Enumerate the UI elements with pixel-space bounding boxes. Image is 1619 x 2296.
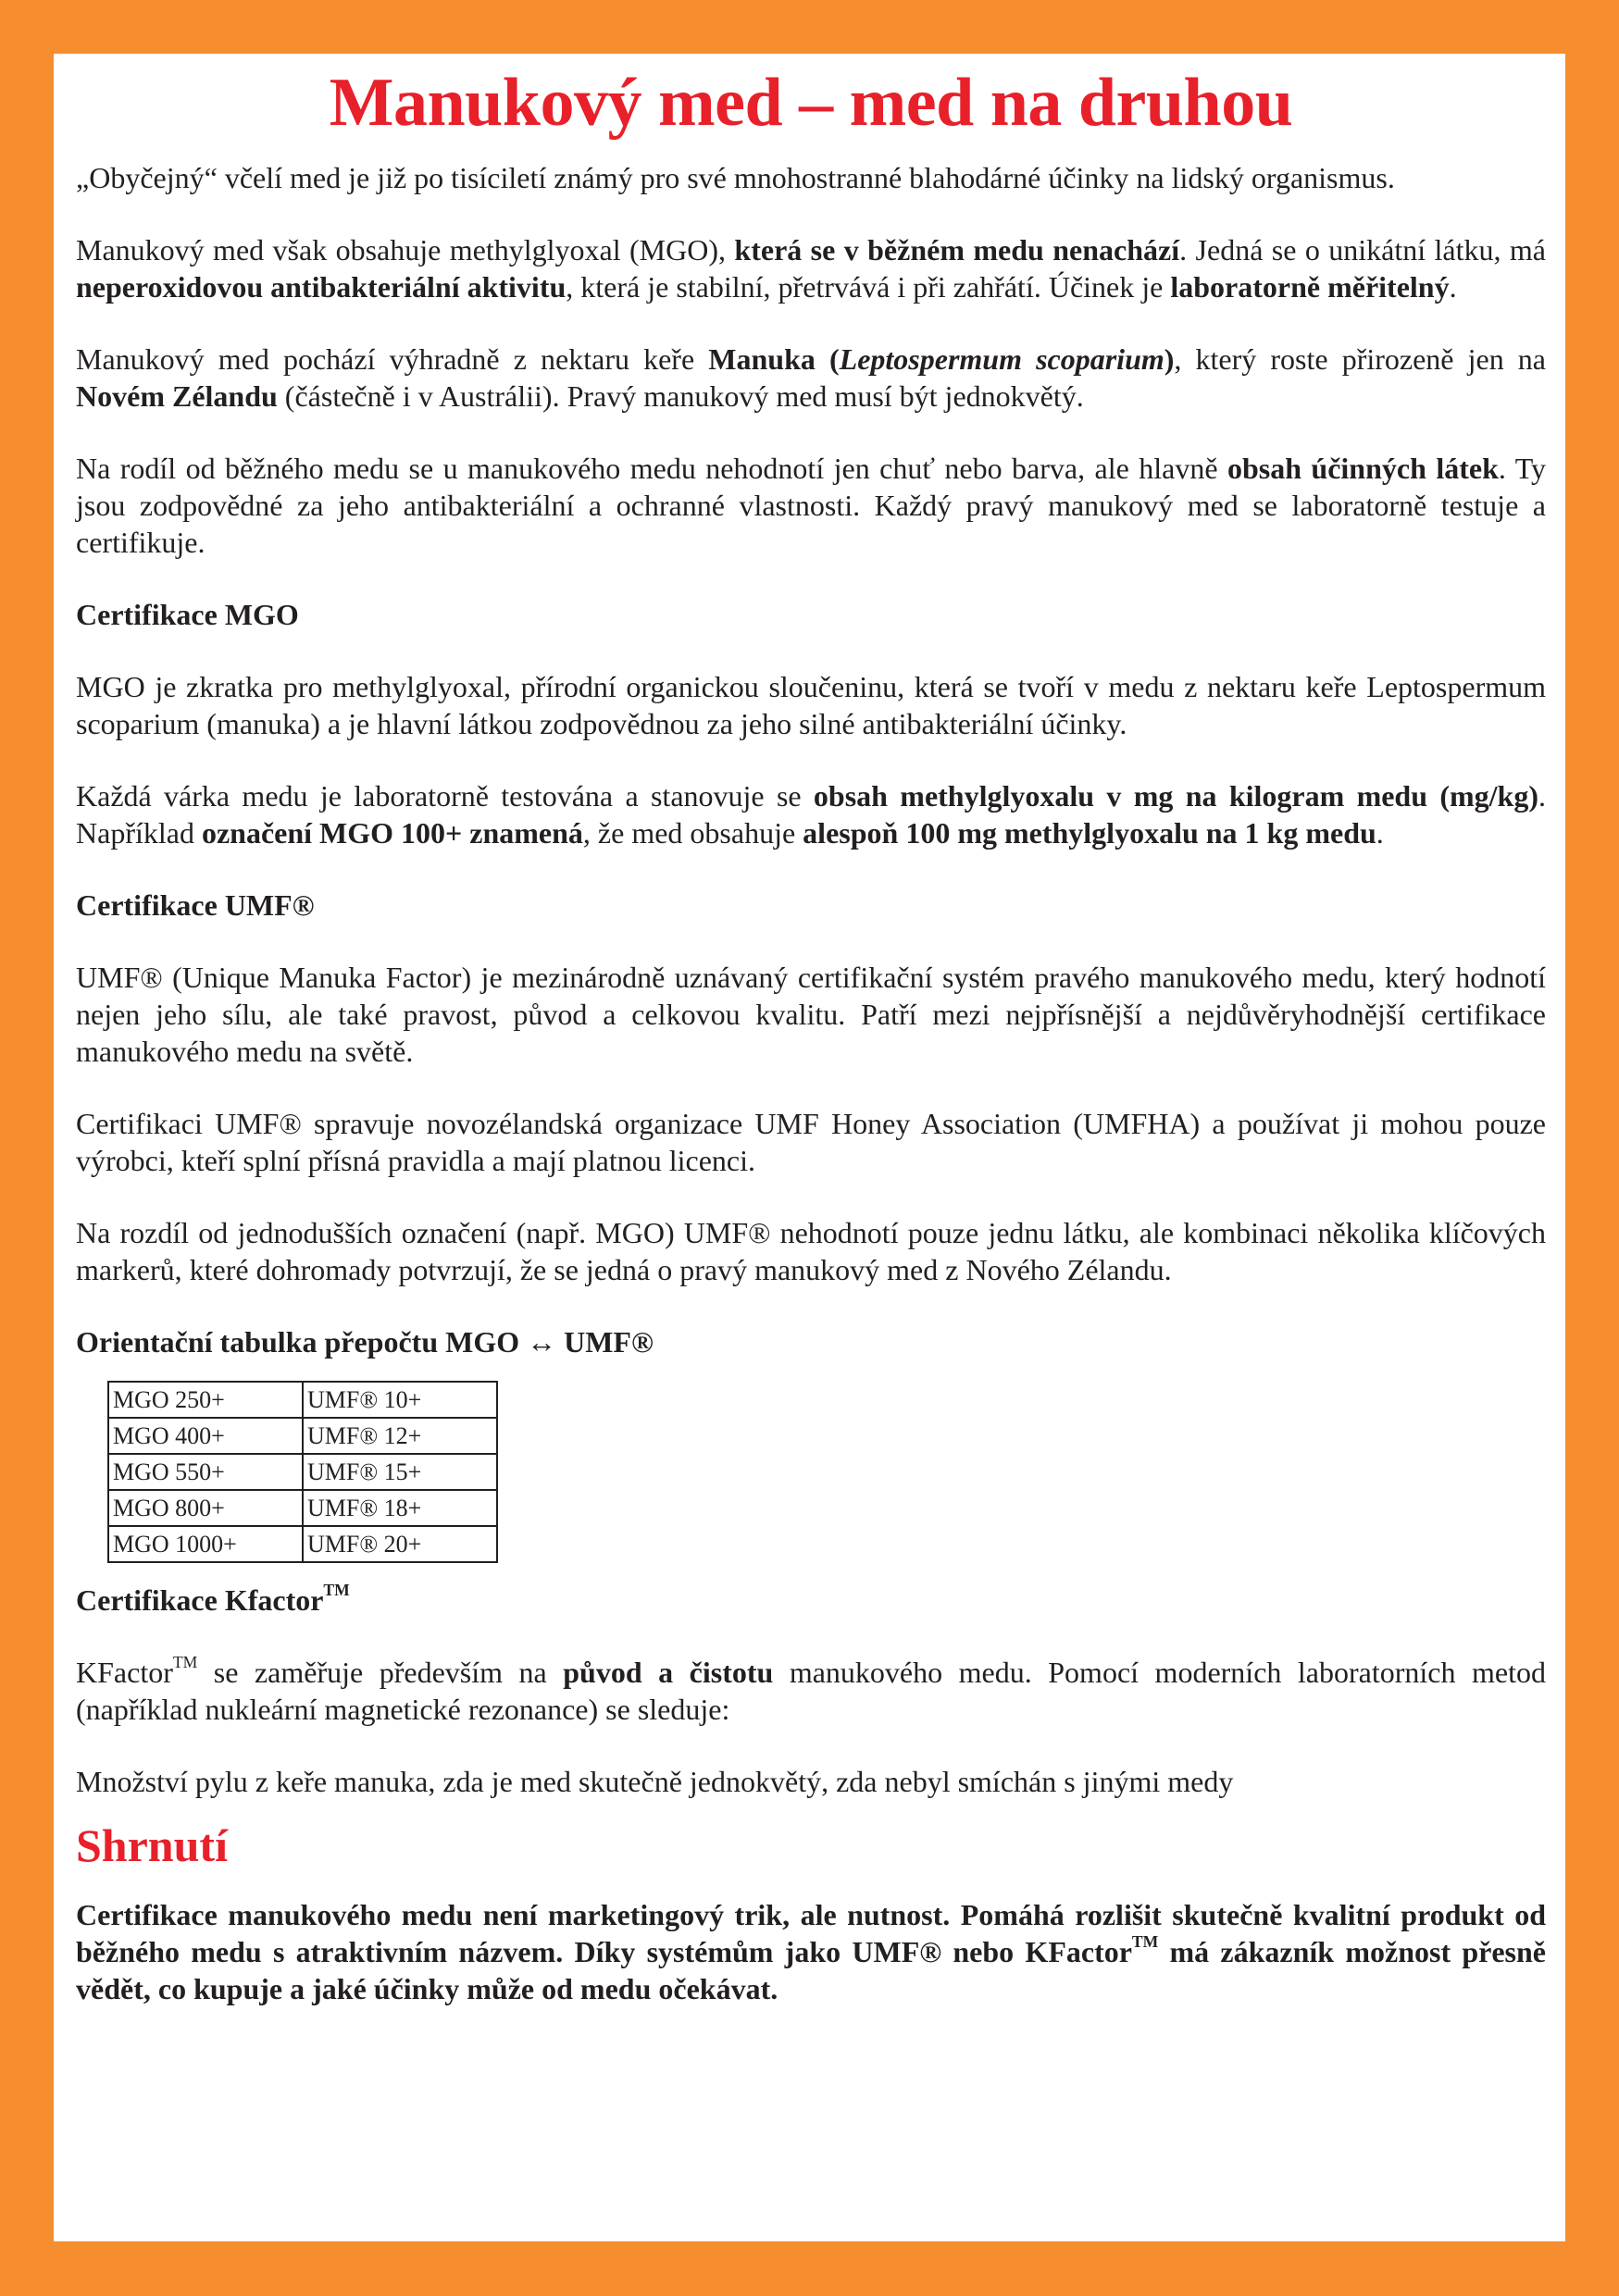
umf-paragraph-2: Certifikaci UMF® spravuje novozélandská organizace UMF Honey Association (UMFHA) a používat ji mohou pouze výrobci, kteří splní přísná pravidla a mají platnou licenci. xyxy=(76,1107,1546,1177)
bold-run: Novém Zélandu xyxy=(76,379,278,413)
text-run: má zákazník možnost přesně vědět, co kupuje a jaké účinky může od medu očekávat. xyxy=(76,1935,1546,2005)
text-run: . Například xyxy=(76,779,1547,850)
trademark-mark: TM xyxy=(323,1581,350,1600)
text-run: Manukový med pochází výhradně z nektaru keře xyxy=(76,342,709,376)
bold-run: původ a čistotu xyxy=(563,1656,774,1689)
mgo-umf-conversion-table xyxy=(107,1381,498,1563)
text-run: . Jedná se o unikátní látku, má xyxy=(1179,233,1547,267)
text-run: . Ty jsou zodpovědné za jeho antibakteriální a ochranné vlastnosti. Každý pravý manukový med se laboratorně testuje a certifikuje. xyxy=(76,452,1547,559)
bold-run: označení MGO 100+ znamená xyxy=(201,816,583,850)
summary-section xyxy=(76,1819,1546,2007)
intro-paragraph-4 xyxy=(76,450,1546,561)
kfactor-paragraph-1 xyxy=(76,1654,1546,1728)
bold-run: která se v běžném medu nenachází xyxy=(734,233,1180,267)
trademark-mark: TM xyxy=(1131,1932,1159,1952)
text-run: (částečně i v Austrálii). Pravý manukový med musí být jednokvětý. xyxy=(277,379,1084,413)
mgo-cell: MGO 800+ xyxy=(108,1490,303,1526)
text-run: , který roste přirozeně jen na xyxy=(1174,342,1547,376)
mgo-cell: MGO 550+ xyxy=(108,1454,303,1490)
umf-cell: UMF® 18+ xyxy=(303,1490,497,1526)
table-row xyxy=(108,1490,497,1526)
bold-run: laboratorně měřitelný xyxy=(1170,270,1450,304)
text-run: KFactor xyxy=(76,1656,173,1689)
bold-run: obsah účinných látek xyxy=(1227,452,1499,485)
document-content xyxy=(76,54,1546,2007)
table-row xyxy=(108,1382,497,1418)
mgo-cell: MGO 1000+ xyxy=(108,1526,303,1562)
umf-paragraph-3: Na rozdíl od jednodušších označení (např. MGO) UMF® nehodnotí pouze jednu látku, ale kombinaci několika klíčových markerů, které dohromady potvrzují, že se jedná o pravý manukový med z Nového Zélandu. xyxy=(76,1216,1546,1286)
mgo-paragraph-1: MGO je zkratka pro methylglyoxal, přírodní organickou sloučeninu, která se tvoří v medu z nektaru keře Leptospermum scoparium (manuka) a je hlavní látkou zodpovědnou za jeho silné antibakteriální účinky. xyxy=(76,670,1546,740)
intro-paragraph-3 xyxy=(76,341,1546,415)
kfactor-heading xyxy=(76,1582,1546,1619)
text-run: Certifikace manukového medu není marketingový trik, ale nutnost. Pomáhá rozlišit skutečně kvalitní produkt od běžného medu s atraktivním názvem. Díky systémům jako UMF® nebo KFactor xyxy=(76,1898,1546,1968)
table-row xyxy=(108,1526,497,1562)
text-run: Na rodíl od běžného medu se u manukového medu nehodnotí jen chuť nebo barva, ale hlavně xyxy=(76,452,1227,485)
umf-cell: UMF® 20+ xyxy=(303,1526,497,1562)
text-run: se zaměřuje především na xyxy=(197,1656,564,1689)
text-run: , že med obsahuje xyxy=(582,816,803,850)
bold-run: alespoň 100 mg methylglyoxalu na 1 kg medu xyxy=(803,816,1376,850)
mgo-paragraph-2 xyxy=(76,777,1546,851)
page-title: Manukový med – med na druhou xyxy=(329,65,1293,141)
latin-name: Leptospermum scoparium xyxy=(839,342,1164,376)
text-run: manukového medu. Pomocí moderních laboratorních metod (například nukleární magnetické rezonance) se sleduje: xyxy=(76,1656,1546,1726)
page-panel xyxy=(54,54,1565,2241)
umf-heading: Certifikace UMF® xyxy=(76,888,315,922)
intro-paragraph-2 xyxy=(76,231,1546,305)
table-row xyxy=(108,1418,497,1454)
trademark-mark: TM xyxy=(172,1653,198,1672)
umf-paragraph-1: UMF® (Unique Manuka Factor) je mezinárodně uznávaný certifikační systém pravého manukového medu, který hodnotí nejen jeho sílu, ale také pravost, původ a celkovou kvalitu. Patří mezi nejpřísnější a nejdůvěryhodnější certifikace manukového medu na světě. xyxy=(76,961,1546,1068)
heading-text: Certifikace Kfactor xyxy=(76,1583,324,1617)
summary-paragraph xyxy=(76,1896,1546,2007)
umf-cell: UMF® 12+ xyxy=(303,1418,497,1454)
conversion-table-heading: Orientační tabulka přepočtu MGO ↔ UMF® xyxy=(76,1325,654,1359)
table-row xyxy=(108,1454,497,1490)
mgo-cell: MGO 400+ xyxy=(108,1418,303,1454)
mgo-heading: Certifikace MGO xyxy=(76,598,299,631)
text-run: . xyxy=(1449,270,1457,304)
kfactor-paragraph-2: Množství pylu z keře manuka, zda je med skutečně jednokvětý, zda nebyl smíchán s jinými medy xyxy=(76,1765,1234,1798)
text-run: . xyxy=(1376,816,1384,850)
summary-heading: Shrnutí xyxy=(76,1819,228,1871)
text-run: , která je stabilní, přetrvává i při zahřátí. Účinek je xyxy=(566,270,1171,304)
intro-paragraph-1: „Obyčejný“ včelí med je již po tisíciletí známý pro své mnohostranné blahodárné účinky na lidský organismus. xyxy=(76,161,1395,194)
mgo-cell: MGO 250+ xyxy=(108,1382,303,1418)
umf-cell: UMF® 15+ xyxy=(303,1454,497,1490)
text-run: Manukový med však obsahuje methylglyoxal (MGO), xyxy=(76,233,735,267)
text-run: Každá várka medu je laboratorně testována a stanovuje se xyxy=(76,779,814,813)
bold-run: ) xyxy=(1164,342,1175,376)
bold-run: neperoxidovou antibakteriální aktivitu xyxy=(76,270,567,304)
bold-run: obsah methylglyoxalu v mg na kilogram medu (mg/kg) xyxy=(813,779,1539,813)
umf-cell: UMF® 10+ xyxy=(303,1382,497,1418)
bold-run: Manuka ( xyxy=(708,342,840,376)
